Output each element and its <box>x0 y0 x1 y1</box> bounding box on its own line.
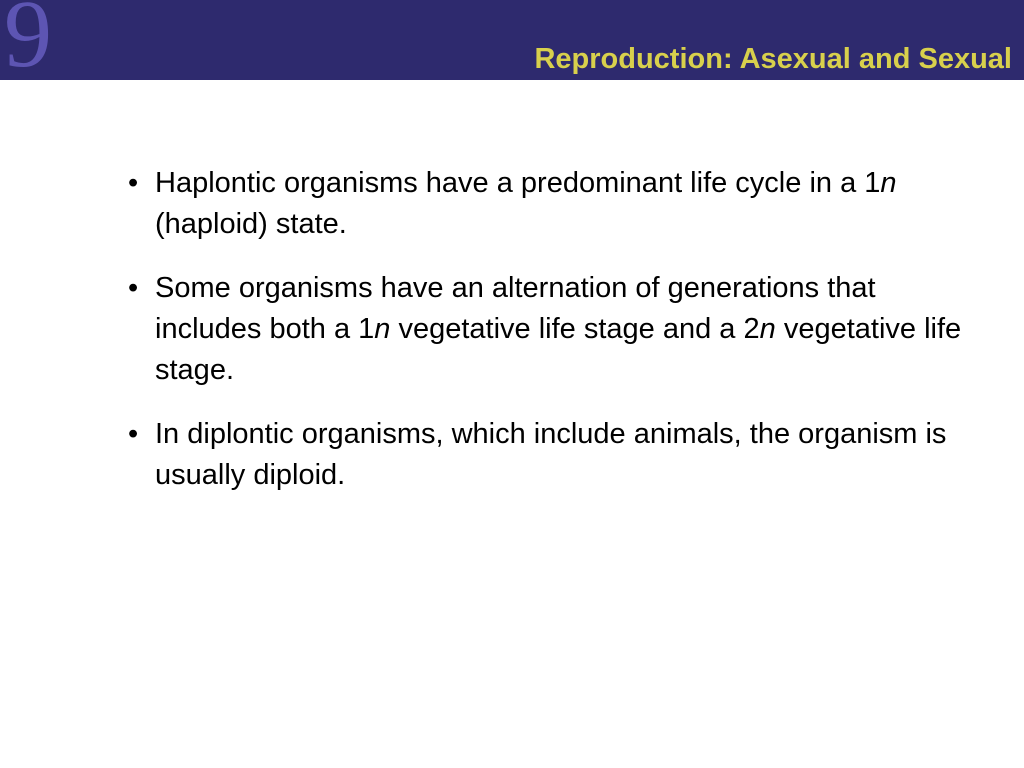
italic-n: n <box>759 313 776 345</box>
bullet-marker: • <box>128 418 139 450</box>
italic-n: n <box>880 167 897 199</box>
bullet-text-segment: vegetative life stage and a 2 <box>390 313 760 345</box>
bullet-list <box>128 163 968 519</box>
slide-title: Reproduction: Asexual and Sexual <box>534 43 1012 75</box>
bullet-text <box>155 414 968 496</box>
bullet-item-alternation <box>128 268 968 391</box>
bullet-text <box>155 163 968 245</box>
bullet-item-diplontic <box>128 414 968 496</box>
bullet-text-segment: Haplontic organisms have a predominant life cycle in a 1 <box>155 167 881 199</box>
bullet-marker: • <box>128 167 139 199</box>
header-bar <box>0 0 1024 87</box>
bullet-text-segment: Some organisms have an alternation of generations that includes both a 1 <box>155 272 876 345</box>
bullet-marker: • <box>128 272 139 304</box>
italic-n: n <box>374 313 391 345</box>
bullet-item-haplontic <box>128 163 968 245</box>
chapter-number: 9 <box>4 0 52 87</box>
bullet-text-segment: (haploid) state. <box>155 208 347 240</box>
bullet-text <box>155 268 968 391</box>
bullet-text-segment: In diplontic organisms, which include animals, the organism is usually diploid. <box>155 418 947 491</box>
bullet-text-segment: vegetative life stage. <box>155 313 962 386</box>
